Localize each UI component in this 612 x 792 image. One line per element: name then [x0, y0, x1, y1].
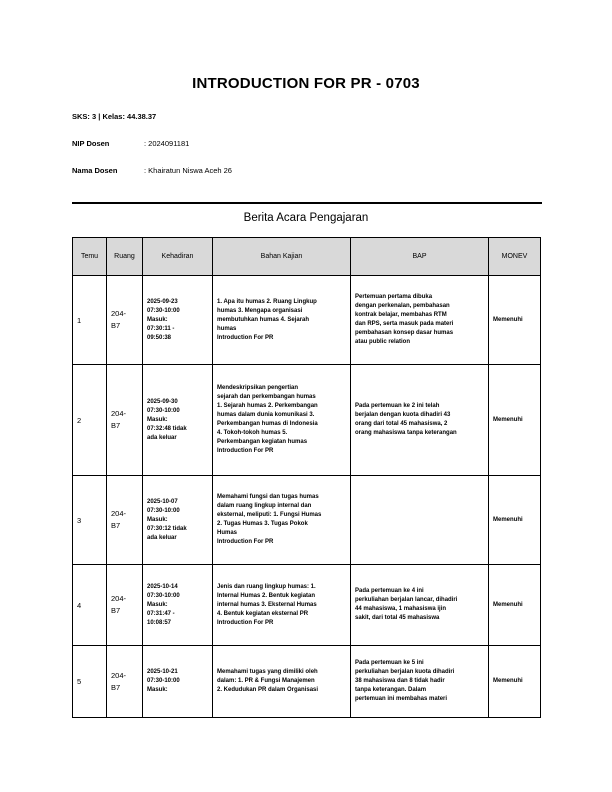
kehadiran-cell-line: 07:32:48 tidak: [147, 425, 187, 432]
kehadiran-cell-line: 07:30-10:00: [147, 592, 180, 599]
temu-cell: 5: [73, 646, 107, 718]
bap-cell: [351, 476, 489, 565]
temu-cell: 4: [73, 565, 107, 646]
kehadiran-cell-line: Masuk:: [147, 516, 168, 523]
bap-cell: [351, 276, 489, 365]
table-header-row: [73, 238, 541, 276]
nip-label: NIP Dosen: [72, 139, 110, 148]
table-row: [73, 565, 541, 646]
bahan-kajian-cell-line: Introduction For PR: [217, 619, 274, 626]
kehadiran-cell-line: 10:08:57: [147, 619, 172, 626]
ruang-cell-line: B7: [111, 321, 121, 330]
kehadiran-cell-line: 07:31:47 -: [147, 610, 175, 617]
kehadiran-cell-line: 07:30-10:00: [147, 507, 180, 514]
bap-cell: [351, 646, 489, 718]
header-bap: BAP: [351, 238, 489, 276]
bahan-kajian-cell-line: 4. Bentuk kegiatan eksternal PR: [217, 610, 309, 617]
kehadiran-cell-line: 07:30-10:00: [147, 407, 180, 414]
monev-cell: Memenuhi: [489, 365, 541, 476]
monev-cell: Memenuhi: [489, 476, 541, 565]
bahan-kajian-cell-line: Perkembangan kegiatan humas: [217, 439, 308, 445]
bahan-kajian-cell-line: Mendeskripsikan pengertian: [217, 385, 299, 391]
bap-cell-line: orang dari total 45 mahasiswa, 2: [355, 421, 448, 427]
sks-kelas-line: [72, 112, 156, 121]
bap-cell-line: perkuliahan berjalan lancar, dihadiri: [355, 597, 458, 603]
kehadiran-cell-line: 2025-09-30: [147, 398, 178, 405]
header-ruang: Ruang: [107, 238, 143, 276]
bap-table: [72, 237, 541, 718]
kehadiran-cell: [143, 476, 213, 565]
header-kehadiran: Kehadiran: [143, 238, 213, 276]
header-temu: Temu: [73, 238, 107, 276]
bahan-kajian-cell-line: Jenis dan ruang lingkup humas: 1.: [217, 583, 316, 590]
ruang-cell: [107, 646, 143, 718]
bap-cell-line: orang mahasiswa tanpa keterangan: [355, 430, 457, 436]
kehadiran-cell-line: 2025-10-07: [147, 498, 178, 505]
nip-value: : 2024091181: [144, 139, 190, 148]
bahan-kajian-cell-line: humas 3. Mengapa organisasi: [217, 307, 303, 314]
temu-cell: 3: [73, 476, 107, 565]
bahan-kajian-cell-line: 1. Apa itu humas 2. Ruang Lingkup: [217, 298, 317, 305]
bap-cell-line: sakit, dari total 45 mahasiswa: [355, 615, 440, 621]
ruang-cell-line: 204-: [111, 309, 127, 318]
kehadiran-cell-line: 07:30:11 -: [147, 325, 175, 332]
sks-kelas-text: SKS: 3 | Kelas: 44.38.37: [72, 112, 157, 121]
ruang-cell: [107, 476, 143, 565]
ruang-cell: [107, 365, 143, 476]
bahan-kajian-cell-line: dalam ruang lingkup internal dan: [217, 503, 312, 509]
bahan-kajian-cell-line: Memahami fungsi dan tugas humas: [217, 494, 319, 500]
bahan-kajian-cell-line: Memahami tugas yang dimiliki oleh: [217, 669, 318, 675]
kehadiran-cell: [143, 276, 213, 365]
table-row: [73, 476, 541, 565]
bap-cell-line: 38 mahasiswa dan 8 tidak hadir: [355, 678, 445, 684]
nama-dosen-line: [72, 166, 232, 175]
ruang-cell-line: 204-: [111, 594, 127, 603]
bahan-kajian-cell-line: Introduction For PR: [217, 448, 274, 454]
ruang-cell-line: B7: [111, 606, 121, 615]
table-row: [73, 646, 541, 718]
bahan-kajian-cell-line: 1. Sejarah humas 2. Perkembangan: [217, 403, 318, 409]
temu-cell: 1: [73, 276, 107, 365]
bahan-kajian-cell-line: Perkembangan humas di Indonesia: [217, 421, 318, 427]
nip-line: [72, 139, 189, 148]
kehadiran-cell-line: Masuk:: [147, 316, 168, 323]
bap-cell-line: perkuliahan berjalan kuota dihadiri: [355, 669, 455, 675]
bahan-kajian-cell-line: 2. Kedudukan PR dalam Organisasi: [217, 687, 319, 693]
bap-cell-line: 44 mahasiswa, 1 mahasiswa ijin: [355, 606, 447, 612]
divider-line: [72, 202, 542, 204]
kehadiran-cell-line: 07:30-10:00: [147, 678, 180, 684]
bahan-kajian-cell-line: 2. Tugas Humas 3. Tugas Pokok: [217, 521, 308, 527]
kehadiran-cell-line: 07:30-10:00: [147, 307, 180, 314]
kehadiran-cell-line: 09:50:38: [147, 334, 172, 341]
bahan-kajian-cell-line: humas: [217, 325, 237, 332]
monev-cell: Memenuhi: [489, 276, 541, 365]
kehadiran-cell: [143, 565, 213, 646]
header-monev: MONEV: [489, 238, 541, 276]
bap-cell-line: tanpa keterangan. Dalam: [355, 687, 427, 693]
ruang-cell-line: 204-: [111, 509, 127, 518]
ruang-cell-line: B7: [111, 521, 121, 530]
document-title: INTRODUCTION FOR PR - 0703: [192, 75, 420, 92]
bahan-kajian-cell: [213, 476, 351, 565]
bap-cell-line: pembahasan konsep dasar humas: [355, 330, 454, 336]
bahan-kajian-cell-line: Introduction For PR: [217, 334, 274, 341]
nama-dosen-label: Nama Dosen: [72, 166, 118, 175]
kehadiran-cell: [143, 365, 213, 476]
bap-cell-line: pertemuan ini membahas materi: [355, 696, 448, 702]
kehadiran-cell-line: 2025-09-23: [147, 298, 178, 305]
kehadiran-cell-line: Masuk:: [147, 416, 168, 423]
table-row: [73, 276, 541, 365]
ruang-cell: [107, 276, 143, 365]
temu-cell: 2: [73, 365, 107, 476]
bahan-kajian-cell-line: 4. Tokoh-tokoh humas 5.: [217, 430, 288, 436]
bap-cell-line: Pada pertemuan ke 5 ini: [355, 660, 424, 666]
bap-cell-line: Pada pertemuan ke 4 ini: [355, 588, 424, 594]
bap-cell-line: Pada pertemuan ke 2 ini telah: [355, 403, 440, 409]
bahan-kajian-cell-line: dalam: 1. PR & Fungsi Manajemen: [217, 678, 315, 684]
kehadiran-cell-line: 2025-10-21: [147, 669, 178, 675]
kehadiran-cell-line: 07:30:12 tidak: [147, 525, 187, 532]
bahan-kajian-cell-line: membutuhkan humas 4. Sejarah: [217, 316, 310, 323]
kehadiran-cell: [143, 646, 213, 718]
kehadiran-cell-line: Masuk:: [147, 687, 168, 693]
table-body: [73, 276, 541, 718]
bap-cell: [351, 365, 489, 476]
nama-dosen-value: : Khairatun Niswa Aceh 26: [144, 166, 232, 175]
bap-cell-line: dan RPS, serta masuk pada materi: [355, 321, 454, 327]
bap-cell-line: kontrak belajar, membahas RTM: [355, 312, 447, 318]
kehadiran-cell-line: ada keluar: [147, 534, 177, 541]
ruang-cell-line: B7: [111, 421, 121, 430]
bap-cell-line: berjalan dengan kuota dihadiri 43: [355, 412, 451, 418]
bahan-kajian-cell: [213, 365, 351, 476]
ruang-cell: [107, 565, 143, 646]
bahan-kajian-cell-line: humas dalam dunia komunikasi 3.: [217, 412, 315, 418]
header-bahan-kajian: Bahan Kajian: [213, 238, 351, 276]
ruang-cell-line: 204-: [111, 670, 127, 680]
table-row: [73, 365, 541, 476]
kehadiran-cell-line: ada keluar: [147, 434, 177, 441]
kehadiran-cell-line: Masuk:: [147, 601, 168, 608]
bahan-kajian-cell: [213, 276, 351, 365]
ruang-cell-line: B7: [111, 682, 121, 692]
bap-cell-line: dengan perkenalan, pembahasan: [355, 303, 450, 309]
bahan-kajian-cell: [213, 565, 351, 646]
bahan-kajian-cell-line: Introduction For PR: [217, 539, 274, 545]
bahan-kajian-cell-line: eksternal, meliputi: 1. Fungsi Humas: [217, 512, 322, 518]
bahan-kajian-cell-line: Internal Humas 2. Bentuk kegiatan: [217, 592, 316, 599]
bahan-kajian-cell: [213, 646, 351, 718]
monev-cell: Memenuhi: [489, 646, 541, 718]
section-title: Berita Acara Pengajaran: [243, 212, 369, 224]
bahan-kajian-cell-line: sejarah dan perkembangan humas: [217, 394, 316, 400]
bahan-kajian-cell-line: Humas: [217, 530, 238, 536]
bap-cell-line: Pertemuan pertama dibuka: [355, 294, 433, 300]
kehadiran-cell-line: 2025-10-14: [147, 583, 178, 590]
bahan-kajian-cell-line: internal humas 3. Eksternal Humas: [217, 601, 317, 608]
bap-cell: [351, 565, 489, 646]
monev-cell: Memenuhi: [489, 565, 541, 646]
ruang-cell-line: 204-: [111, 409, 127, 418]
bap-cell-line: atau public relation: [355, 339, 411, 345]
